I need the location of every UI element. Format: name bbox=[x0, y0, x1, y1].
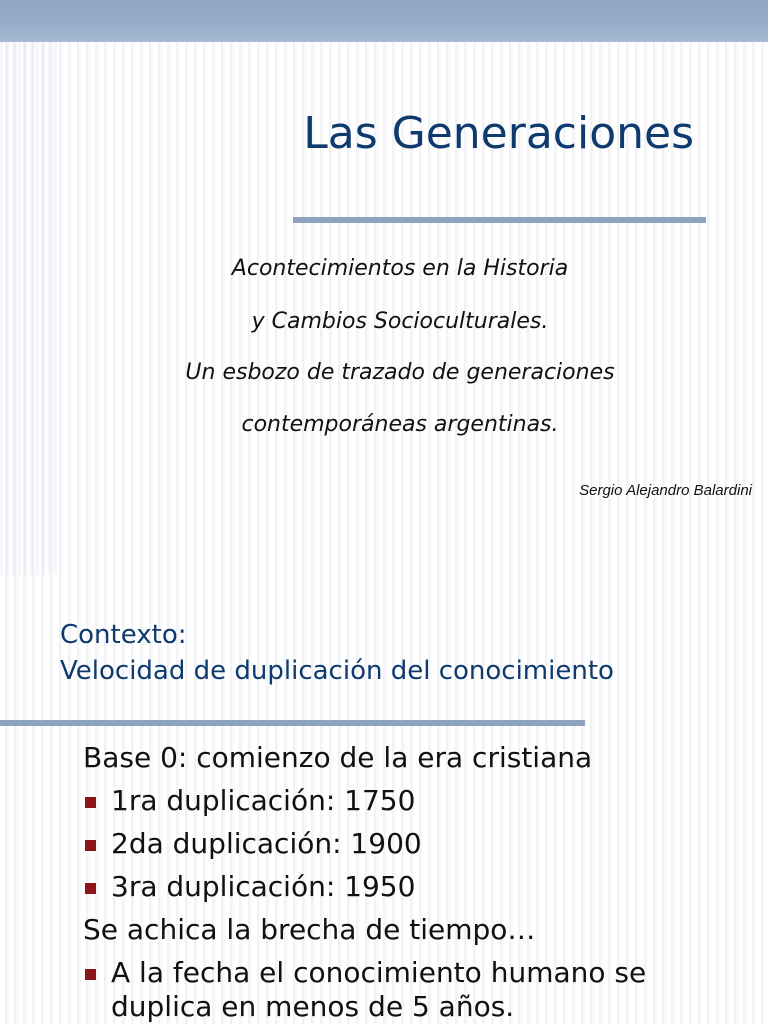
list-item: 2da duplicación: 1900 bbox=[111, 827, 422, 860]
title-divider bbox=[293, 217, 706, 223]
list-item: 3ra duplicación: 1950 bbox=[111, 870, 416, 903]
statement-line: Se achica la brecha de tiempo… bbox=[83, 913, 536, 946]
list-item: 1ra duplicación: 1750 bbox=[111, 784, 416, 817]
bullet-square-icon bbox=[85, 969, 96, 980]
subtitle-line-4: contemporáneas argentinas. bbox=[241, 412, 559, 437]
slide-title: Las Generaciones bbox=[303, 108, 694, 159]
heading-line-1: Contexto: bbox=[60, 620, 187, 650]
subtitle-line-2: y Cambios Socioculturales. bbox=[251, 309, 549, 334]
header-band bbox=[0, 0, 768, 42]
list-item-continuation: duplica en menos de 5 años. bbox=[111, 990, 515, 1023]
bullet-square-icon bbox=[85, 883, 96, 894]
subtitle-line-3: Un esbozo de trazado de generaciones bbox=[185, 360, 615, 385]
left-decorative-strip bbox=[0, 0, 58, 575]
heading-divider bbox=[0, 720, 585, 726]
slide-heading bbox=[60, 617, 614, 689]
bullet-square-icon bbox=[85, 797, 96, 808]
list-item: A la fecha el conocimiento humano se bbox=[111, 956, 647, 989]
context-slide bbox=[0, 575, 768, 1024]
heading-line-2: Velocidad de duplicación del conocimiento bbox=[60, 656, 614, 686]
intro-line: Base 0: comienzo de la era cristiana bbox=[83, 741, 593, 774]
subtitle-line-1: Acontecimientos en la Historia bbox=[231, 256, 569, 281]
author-credit: Sergio Alejandro Balardini bbox=[579, 482, 752, 499]
bullet-square-icon bbox=[85, 840, 96, 851]
